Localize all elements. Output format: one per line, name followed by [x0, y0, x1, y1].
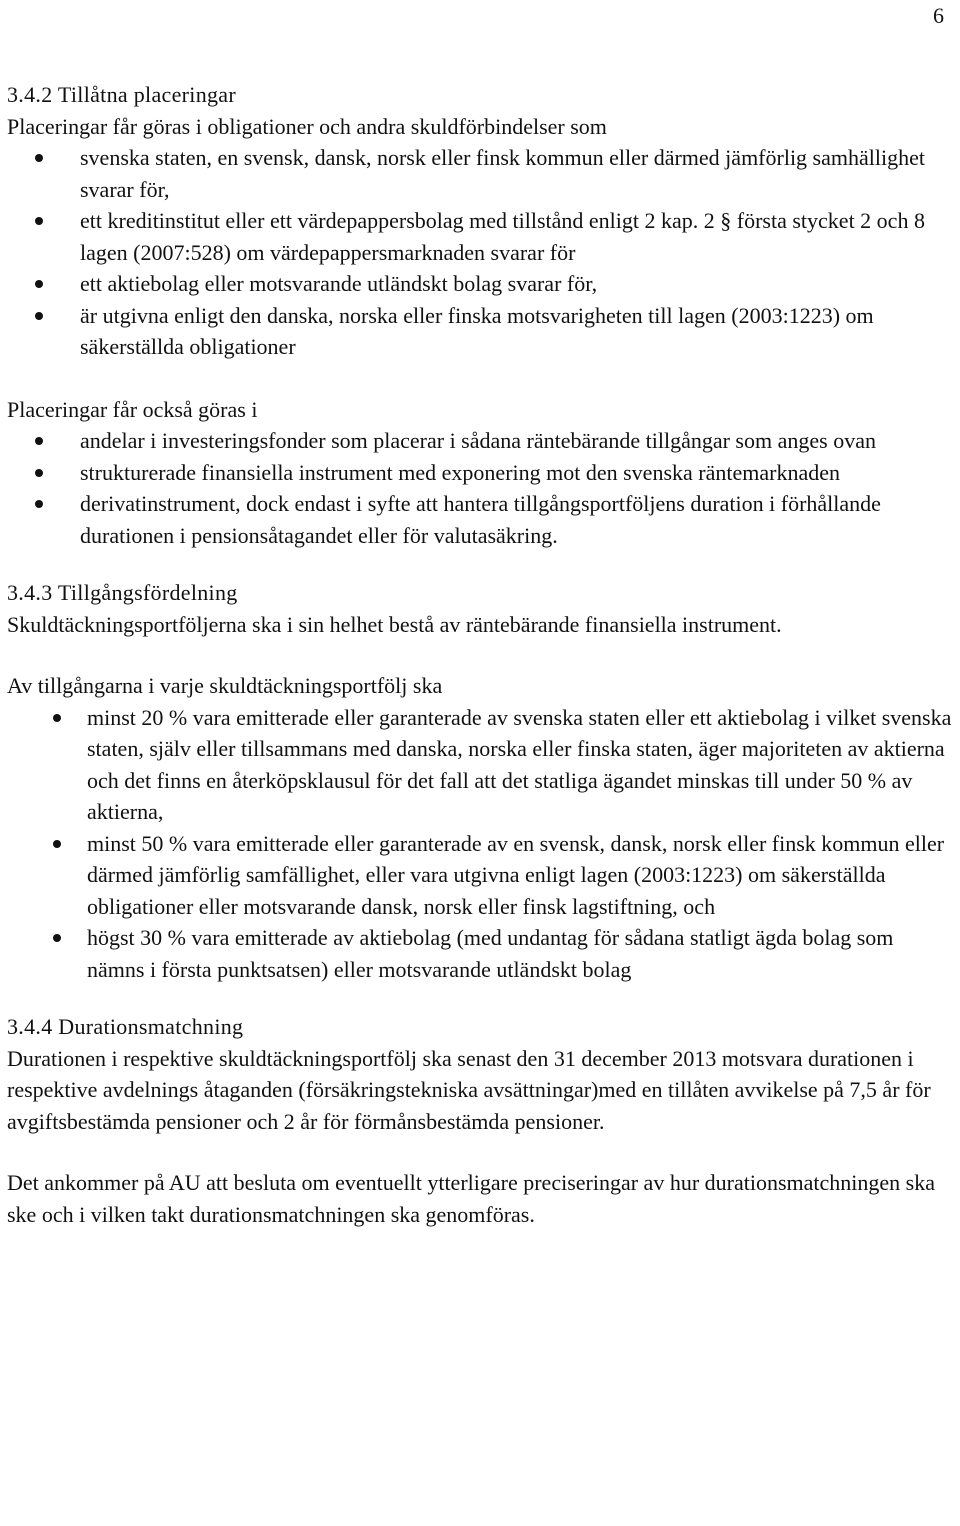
list-item: ett kreditinstitut eller ett värdepappersbolag med tillstånd enligt 2 kap. 2 § första stycket 2 och 8 lagen (2007:528) om värdepappersmarknaden svarar för	[7, 205, 952, 268]
section-3-4-3-text: Skuldtäckningsportföljerna ska i sin helhet bestå av räntebärande finansiella instrument.	[7, 611, 782, 637]
list-item: ett aktiebolag eller motsvarande utländskt bolag svarar för,	[7, 268, 952, 300]
list-item: högst 30 % vara emitterade av aktiebolag (med undantag för sådana statligt ägda bolag som nämns i första punktsatsen) eller motsvarande utländskt bolag	[7, 922, 952, 985]
allowed-bond-issuers-list	[7, 142, 952, 363]
additional-placements-list	[7, 425, 952, 551]
list-item: svenska staten, en svensk, dansk, norsk eller finsk kommun eller därmed jämförlig samhällighet svarar för,	[7, 142, 952, 205]
list-item: derivatinstrument, dock endast i syfte att hantera tillgångsportföljens duration i förhållande durationen i pensionsåtagandet eller för valutasäkring.	[7, 488, 952, 551]
list-item: minst 50 % vara emitterade eller garanterade av en svensk, dansk, norsk eller finsk kommun eller därmed jämförlig samfällighet, eller vara utgivna enligt lagen (2003:1223) om säkerställda obligationer eller motsvarande dansk, norsk eller finsk lagstiftning, och	[7, 828, 952, 923]
list-item: andelar i investeringsfonder som placerar i sådana räntebärande tillgångar som anges ovan	[7, 425, 952, 457]
section-3-4-3-heading: 3.4.3 Tillgångsfördelning	[7, 580, 238, 605]
section-3-4-3-intro: Av tillgångarna i varje skuldtäckningsportfölj ska	[7, 673, 443, 698]
asset-allocation-list	[7, 702, 952, 986]
section-3-4-4-heading: 3.4.4 Durationsmatchning	[7, 1014, 244, 1039]
section-3-4-2-heading: 3.4.2 Tillåtna placeringar	[7, 82, 236, 107]
list-item: minst 20 % vara emitterade eller garanterade av svenska staten eller ett aktiebolag i vilket svenska staten, själv eller tillsammans med danska, norska eller finska staten, äger majoriteten av aktierna och det finns en återköpsklausul för det fall att det statliga ägandet minskas till under 50 % av aktierna,	[7, 702, 952, 828]
section-3-4-2-intro: Placeringar får göras i obligationer och andra skuldförbindelser som	[7, 113, 607, 139]
section-3-4-2-intro2: Placeringar får också göras i	[7, 396, 258, 422]
section-3-4-4-text2: Det ankommer på AU att besluta om eventuellt ytterligare preciseringar av hur durationsmatchningen ska ske och i vilken takt durationsmatchningen ska genomföras.	[7, 1170, 935, 1227]
document-body	[7, 79, 952, 1230]
page-number: 6	[933, 3, 944, 28]
list-item: är utgivna enligt den danska, norska eller finska motsvarigheten till lagen (2003:1223) om säkerställda obligationer	[7, 300, 952, 363]
section-3-4-4-text: Durationen i respektive skuldtäckningsportfölj ska senast den 31 december 2013 motsvara durationen i respektive avdelnings åtaganden (försäkringstekniska avsättningar)med en tillåten avvikelse på 7,5 år för avgiftsbestämda pensioner och 2 år för förmånsbestämda pensioner.	[7, 1045, 931, 1134]
list-item: strukturerade finansiella instrument med exponering mot den svenska räntemarknaden	[7, 457, 952, 489]
